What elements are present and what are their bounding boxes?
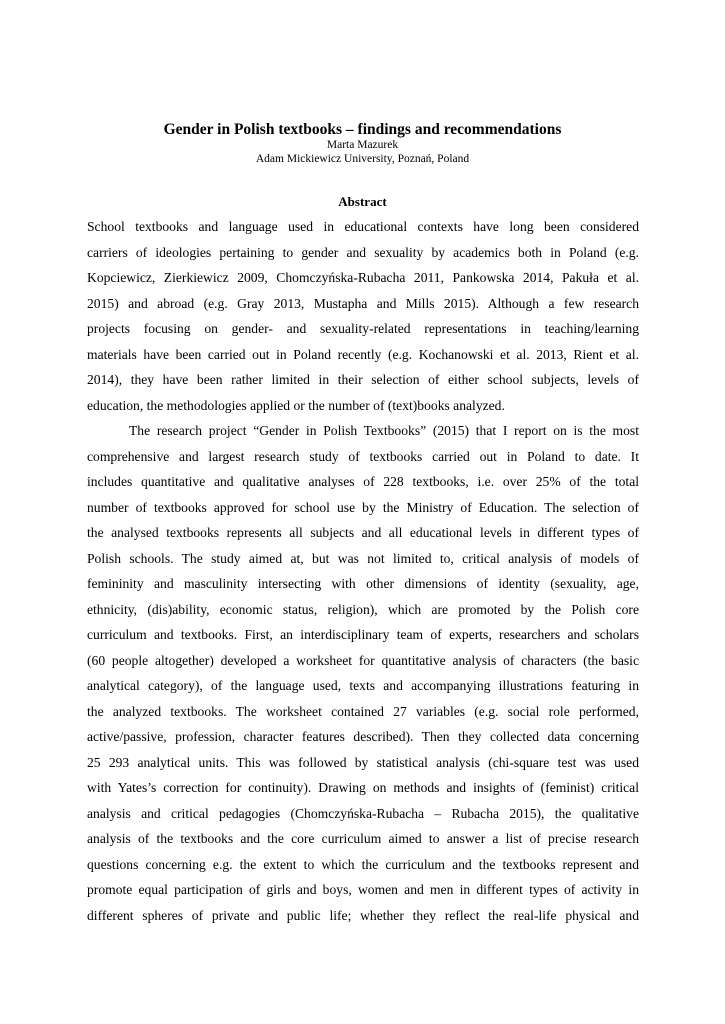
text-line: different spheres of private and public life; whether they reflect the real-life physical and — [87, 907, 639, 923]
text-line: education, the methodologies applied or the number of (text)books analyzed. — [87, 397, 505, 413]
text-line: questions concerning e.g. the extent to which the curriculum and the textbooks represent and — [87, 856, 639, 872]
text-line: active/passive, profession, character features described). Then they collected data concerning — [87, 729, 639, 744]
text-line: comprehensive and largest research study of textbooks carried out in Poland to date. It — [87, 448, 639, 464]
text-line: School textbooks and language used in educational contexts have long been considered — [87, 219, 639, 234]
text-line: The research project “Gender in Polish Textbooks” (2015) that I report on is the most — [129, 423, 639, 438]
text-line: with Yates’s correction for continuity). Drawing on methods and insights of (feminist) critical — [87, 780, 639, 795]
text-line: analysis of the textbooks and the core curriculum aimed to answer a list of precise research — [87, 831, 639, 846]
text-line: projects focusing on gender- and sexuality-related representations in teaching/learning — [87, 321, 639, 336]
author-name: Marta Mazurek — [326, 139, 399, 151]
text-line: 2014), they have been rather limited in their selection of either school subjects, levels of — [87, 372, 639, 387]
text-line: analytical category), of the language used, texts and accompanying illustrations featuring in — [87, 678, 639, 693]
text-line: ethnicity, (dis)ability, economic status, religion), which are promoted by the Polish core — [87, 601, 639, 617]
paper-title: Gender in Polish textbooks – findings and recommendations — [163, 121, 562, 138]
text-line: carriers of ideologies pertaining to gender and sexuality by academics both in Poland (e.g. — [87, 244, 639, 260]
text-line: the analyzed textbooks. The worksheet contained 27 variables (e.g. social role performed, — [87, 703, 639, 719]
text-line: promote equal participation of girls and boys, women and men in different types of activity in — [87, 882, 639, 897]
text-line: includes quantitative and qualitative analyses of 228 textbooks, i.e. over 25% of the total — [87, 474, 639, 489]
text-line: curriculum and textbooks. First, an interdisciplinary team of experts, researchers and scholars — [87, 627, 639, 642]
text-line: Kopciewicz, Zierkiewicz 2009, Chomczyńska-Rubacha 2011, Pankowska 2014, Pakuła et al. — [87, 270, 639, 285]
abstract-body — [87, 214, 639, 928]
text-line: materials have been carried out in Poland recently (e.g. Kochanowski et al. 2013, Rient et al. — [87, 346, 639, 362]
text-line: 25 293 analytical units. This was followed by statistical analysis (chi-square test was used — [87, 754, 639, 770]
text-line: femininity and masculinity intersecting with other dimensions of identity (sexuality, age, — [87, 576, 639, 591]
author-affiliation: Adam Mickiewicz University, Poznań, Poland — [255, 153, 470, 165]
text-line: analysis and critical pedagogies (Chomczyńska-Rubacha – Rubacha 2015), the qualitative — [87, 805, 639, 821]
text-line: the analysed textbooks represents all subjects and all educational levels in different types of — [87, 525, 639, 540]
text-line: Polish schools. The study aimed at, but was not limited to, critical analysis of models of — [87, 550, 639, 566]
text-line: number of textbooks approved for school use by the Ministry of Education. The selection of — [87, 499, 639, 515]
text-line: (60 people altogether) developed a worksheet for quantitative analysis of characters (the basic — [87, 652, 639, 668]
abstract-heading: Abstract — [338, 194, 387, 209]
text-line: 2015) and abroad (e.g. Gray 2013, Mustapha and Mills 2015). Although a few research — [87, 295, 639, 311]
